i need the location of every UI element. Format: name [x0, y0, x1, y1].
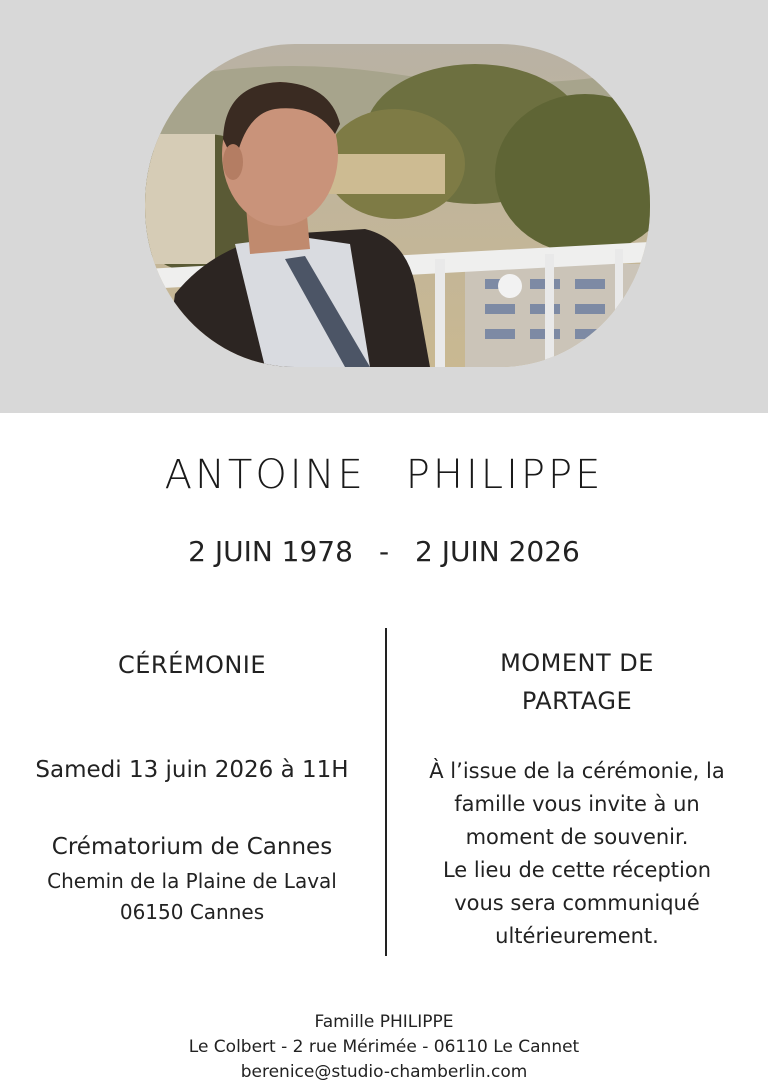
ceremony-heading: CÉRÉMONIE — [117, 651, 267, 679]
gathering-line: moment de souvenir. — [465, 825, 689, 849]
ceremony-address — [14, 866, 370, 928]
gathering-heading-block — [396, 644, 758, 720]
portrait-illustration — [145, 44, 650, 367]
gathering-line: vous sera communiqué — [454, 891, 700, 915]
gathering-text — [396, 755, 758, 953]
deceased-name — [0, 452, 768, 498]
contact-email[interactable]: berenice@studio-chamberlin.com — [240, 1062, 528, 1082]
ceremony-date: Samedi 13 juin 2026 à 11H — [35, 757, 349, 783]
gathering-line: Le lieu de cette réception — [442, 858, 712, 882]
gathering-line: famille vous invite à un — [454, 792, 700, 816]
date-separator: - — [378, 535, 390, 568]
first-name: ANTOINE — [164, 452, 366, 498]
address-line-1: Chemin de la Plaine de Laval — [47, 869, 337, 893]
life-dates — [0, 535, 768, 568]
family-address: Le Colbert - 2 rue Mérimée - 06110 Le Cannet — [188, 1037, 580, 1057]
birth-date: 2 JUIN 1978 — [188, 535, 353, 568]
death-date: 2 JUIN 2026 — [415, 535, 580, 568]
gathering-line: À l’issue de la cérémonie, la — [429, 759, 725, 783]
footer — [0, 1010, 768, 1085]
family-name: Famille PHILIPPE — [314, 1012, 454, 1032]
gathering-heading-line-2: PARTAGE — [521, 687, 633, 715]
gathering-line: ultérieurement. — [495, 924, 659, 948]
ceremony-venue: Crématorium de Cannes — [51, 834, 333, 860]
ceremony-heading-block — [14, 646, 370, 684]
address-line-2: 06150 Cannes — [119, 900, 265, 924]
column-divider — [385, 628, 387, 956]
last-name: PHILIPPE — [405, 452, 604, 498]
gathering-heading-line-1: MOMENT DE — [500, 649, 654, 677]
portrait-photo — [145, 44, 650, 367]
